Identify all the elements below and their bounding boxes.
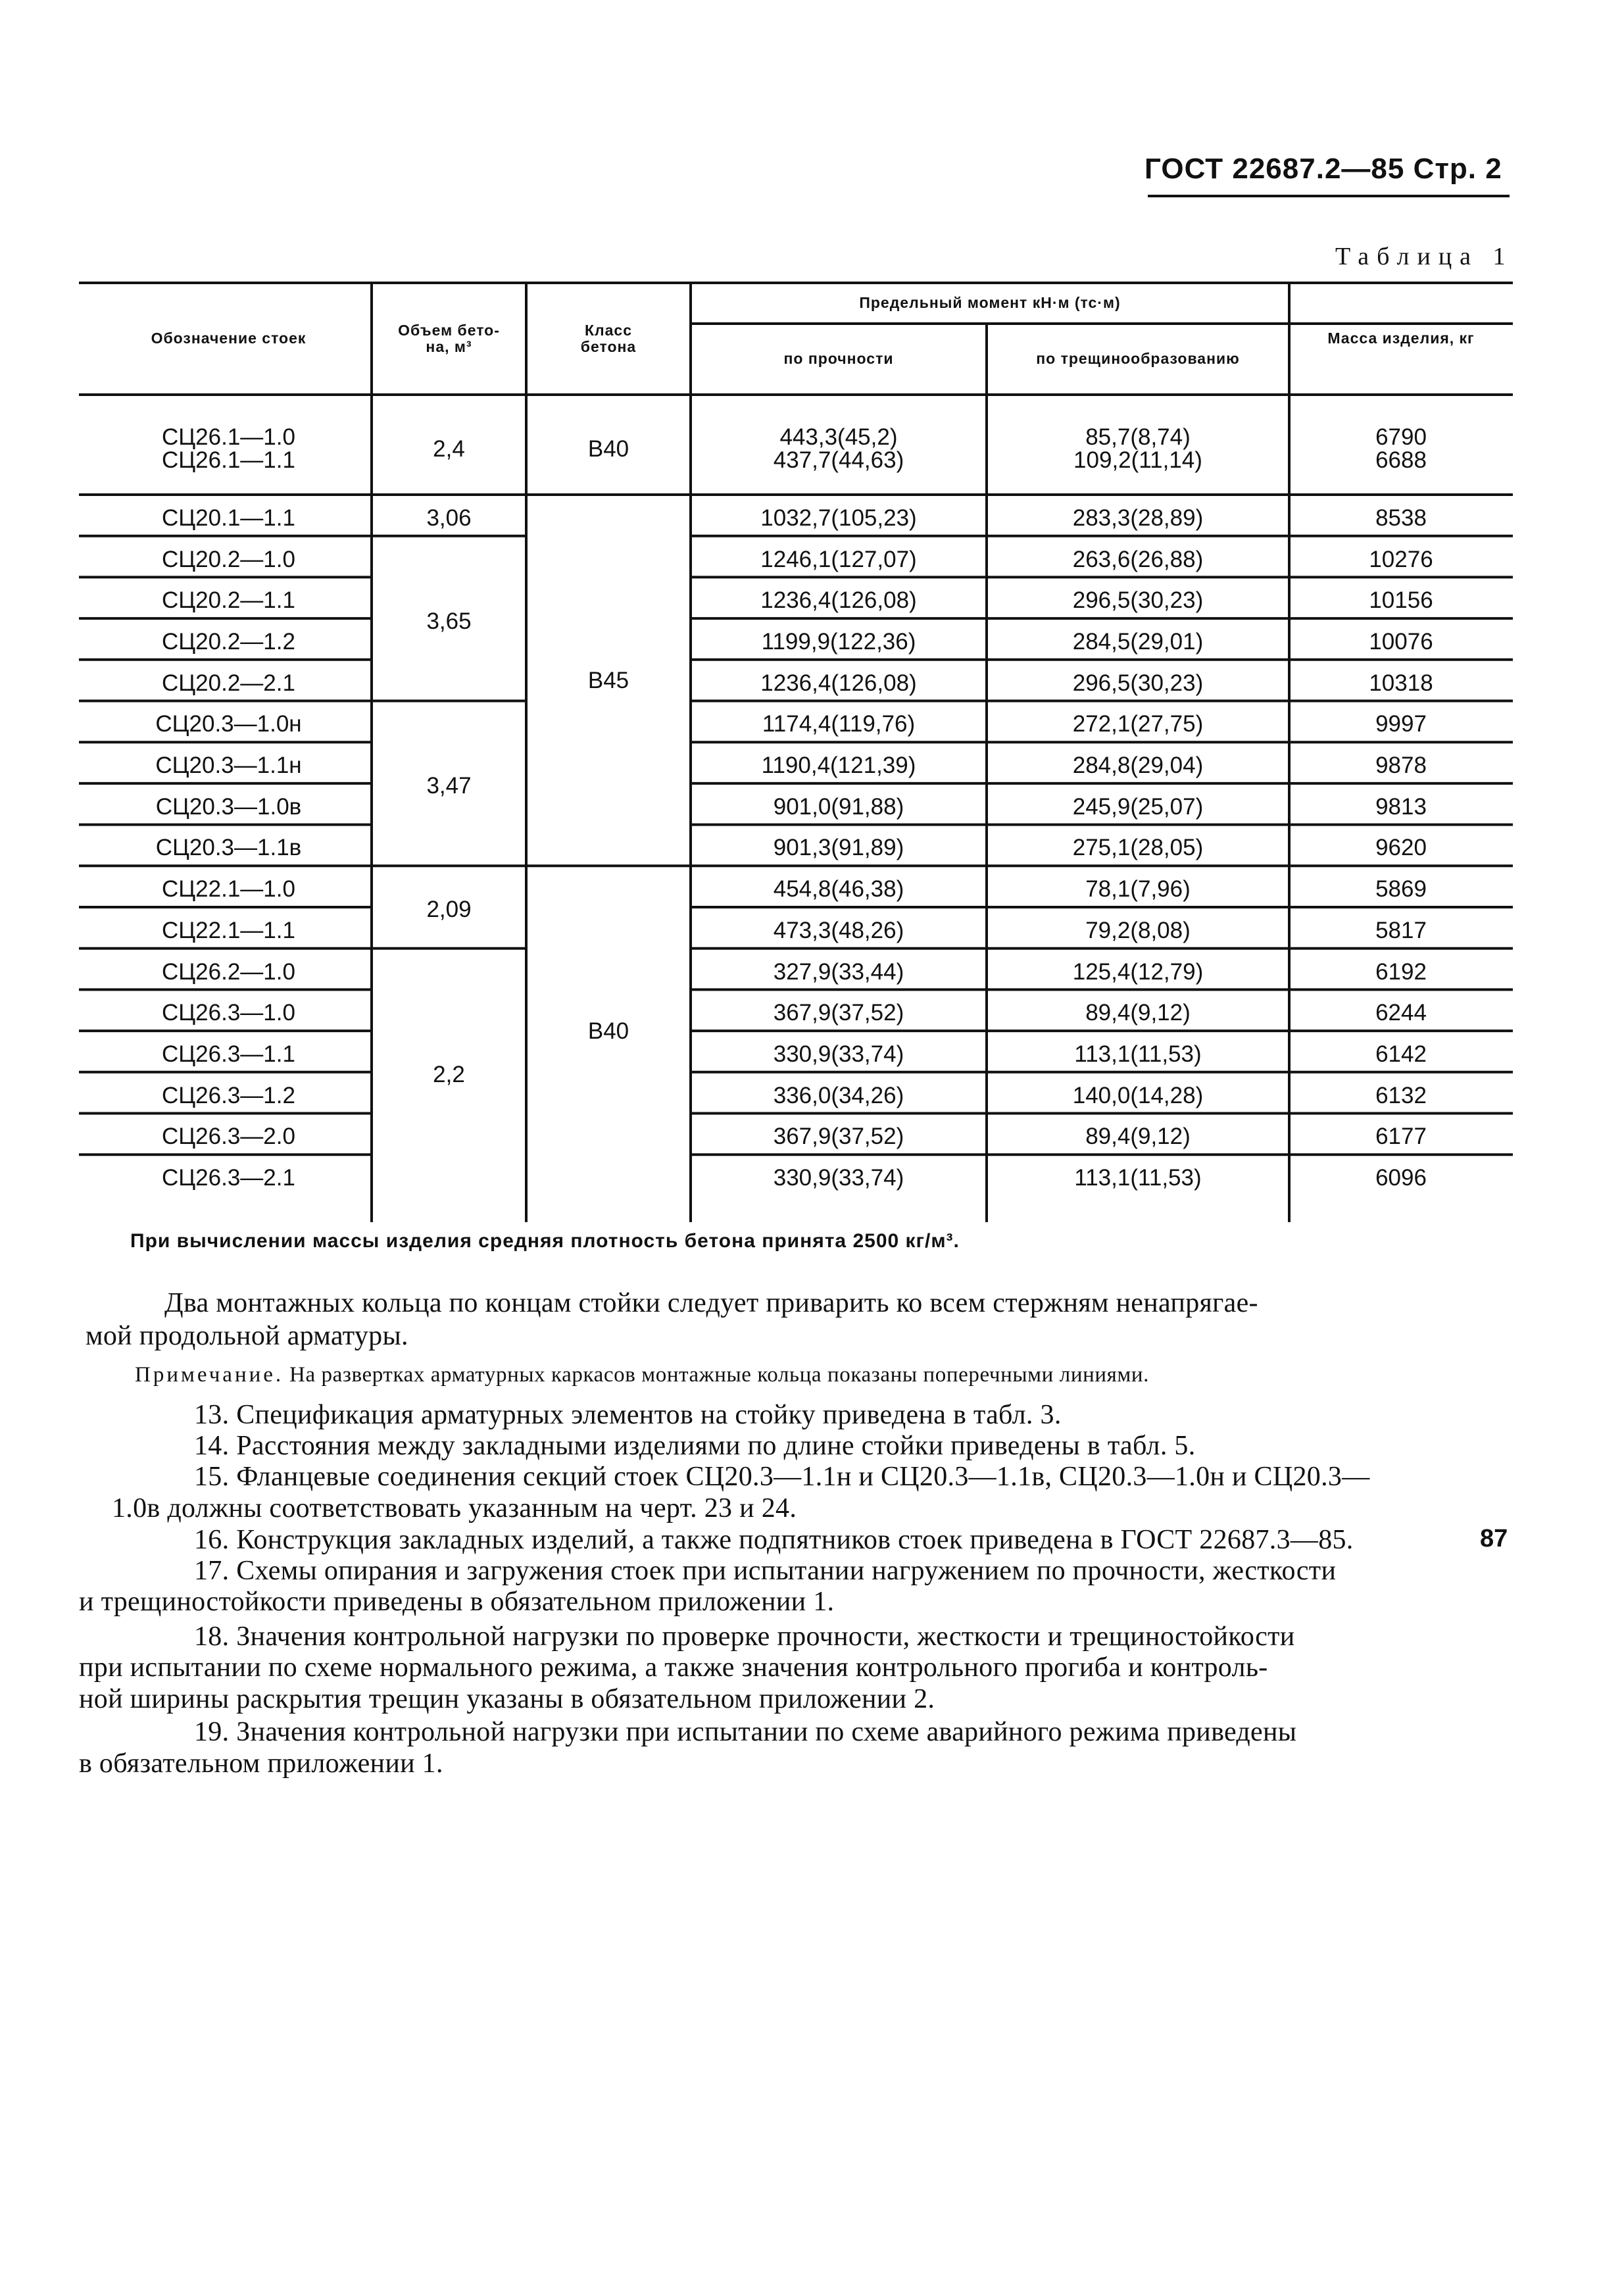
table-cell-designation: СЦ20.3—1.1н xyxy=(155,753,302,779)
table-cell-crack: 296,5(30,23) xyxy=(1072,587,1204,614)
table-cell-designation: СЦ20.2—2.1 xyxy=(162,670,295,696)
table-cell-crack: 272,1(27,75) xyxy=(1072,711,1204,737)
table-cell-strength: 367,9(37,52) xyxy=(773,1000,904,1026)
table-cell-mass: 6132 xyxy=(1375,1082,1427,1108)
table-cell-mass: 10076 xyxy=(1369,628,1433,655)
table-cell-crack: 275,1(28,05) xyxy=(1072,835,1204,861)
table-cell-strength: 1032,7(105,23) xyxy=(760,505,917,531)
table-cell-mass: 9813 xyxy=(1375,793,1427,820)
table-cell-volume: 2,4 xyxy=(433,435,465,462)
item-15: 15. Фланцевые соединения секций стоек СЦ20.3—1.1н и СЦ20.3—1.1в, СЦ20.3—1.0н и СЦ20.3— xyxy=(194,1462,1370,1492)
table-cell-designation: СЦ20.2—1.2 xyxy=(162,628,295,655)
table-cell-strength: 454,8(46,38) xyxy=(773,876,904,903)
item-18-cont2: ной ширины раскрытия трещин указаны в обязательном приложении 2. xyxy=(79,1684,935,1714)
column-header-class: Класс бетона xyxy=(580,321,637,355)
table-cell-crack: 79,2(8,08) xyxy=(1085,917,1191,943)
table-cell-designation: СЦ20.3—1.1в xyxy=(155,835,302,861)
table-cell-mass: 5869 xyxy=(1375,876,1427,903)
table-cell-strength: 1190,4(121,39) xyxy=(761,753,916,779)
table-cell-designation: СЦ20.3—1.0в xyxy=(155,793,302,820)
item-17-cont: и трещиностойкости приведены в обязательном приложении 1. xyxy=(79,1587,835,1617)
table-cell-mass: 9997 xyxy=(1375,711,1427,737)
item-19: 19. Значения контрольной нагрузки при испытании по схеме аварийного режима приведены xyxy=(194,1717,1297,1747)
table-footnote: При вычислении массы изделия средняя плотность бетона принята 2500 кг/м³. xyxy=(130,1230,960,1252)
table-cell-crack: 140,0(14,28) xyxy=(1072,1082,1204,1108)
table-cell-mass: 6192 xyxy=(1375,958,1427,985)
table-cell-strength: 1236,4(126,08) xyxy=(760,670,917,696)
table-cell-mass: 6142 xyxy=(1375,1041,1427,1067)
table-cell-mass: 10276 xyxy=(1369,546,1433,572)
table-cell-strength: 1174,4(119,76) xyxy=(762,711,916,737)
table-cell-strength: 1236,4(126,08) xyxy=(760,587,917,614)
table-cell-crack: 85,7(8,74) 109,2(11,14) xyxy=(1073,424,1202,473)
column-header-designation: Обозначение стоек xyxy=(151,330,307,347)
table-cell-mass: 5817 xyxy=(1375,917,1427,943)
table-cell-crack: 263,6(26,88) xyxy=(1072,546,1204,572)
table-cell-crack: 89,4(9,12) xyxy=(1085,1000,1191,1026)
table-cell-crack: 78,1(7,96) xyxy=(1085,876,1191,903)
column-header-volume: Объем бето- на, м³ xyxy=(398,321,500,355)
table-cell-class: В40 xyxy=(587,435,629,462)
table-cell-mass: 10318 xyxy=(1369,670,1433,696)
document-header: ГОСТ 22687.2—85 Стр. 2 xyxy=(1144,153,1502,185)
table-cell-crack: 283,3(28,89) xyxy=(1072,505,1204,531)
table-cell-designation: СЦ26.3—2.0 xyxy=(162,1124,295,1150)
table-cell-designation: СЦ26.1—1.0 СЦ26.1—1.1 xyxy=(162,424,295,473)
table-cell-crack: 113,1(11,53) xyxy=(1074,1165,1202,1191)
item-13: 13. Спецификация арматурных элементов на стойку приведена в табл. 3. xyxy=(194,1400,1062,1430)
table-cell-mass: 6177 xyxy=(1375,1124,1427,1150)
table-cell-mass: 6790 6688 xyxy=(1375,424,1427,473)
table-cell-strength: 901,3(91,89) xyxy=(773,835,904,861)
table-cell-strength: 1246,1(127,07) xyxy=(760,546,917,572)
table-cell-mass: 9620 xyxy=(1375,835,1427,861)
table-cell-strength: 443,3(45,2) 437,7(44,63) xyxy=(773,424,904,473)
table-cell-volume: 3,65 xyxy=(426,608,472,634)
table-cell-crack: 125,4(12,79) xyxy=(1072,958,1204,985)
paragraph-rings: Два монтажных кольца по концам стойки следует приварить ко всем стержням ненапрягае- xyxy=(164,1288,1258,1318)
table-cell-crack: 284,8(29,04) xyxy=(1072,753,1204,779)
table-cell-strength: 901,0(91,88) xyxy=(773,793,904,820)
column-header-strength: по прочности xyxy=(783,350,894,368)
table-cell-designation: СЦ20.1—1.1 xyxy=(162,505,295,531)
remark-label: Примечание. xyxy=(135,1363,284,1387)
table-cell-crack: 296,5(30,23) xyxy=(1072,670,1204,696)
table-cell-mass: 9878 xyxy=(1375,753,1427,779)
table-cell-strength: 367,9(37,52) xyxy=(773,1124,904,1150)
table-cell-strength: 336,0(34,26) xyxy=(773,1082,904,1108)
table-cell-crack: 245,9(25,07) xyxy=(1072,793,1204,820)
column-header-crack: по трещинообразованию xyxy=(1036,350,1240,368)
table-cell-designation: СЦ26.3—1.1 xyxy=(162,1041,295,1067)
table-cell-strength: 330,9(33,74) xyxy=(773,1165,904,1191)
table-cell-class: В45 xyxy=(587,667,629,693)
table-cell-designation: СЦ22.1—1.0 xyxy=(162,876,295,903)
table-cell-volume: 2,2 xyxy=(433,1062,465,1088)
table-cell-class: В40 xyxy=(587,1018,629,1044)
item-19-cont: в обязательном приложении 1. xyxy=(79,1748,443,1779)
table-cell-designation: СЦ20.3—1.0н xyxy=(155,711,302,737)
item-14: 14. Расстояния между закладными изделиями по длине стойки приведены в табл. 5. xyxy=(194,1431,1196,1461)
table-cell-volume: 3,47 xyxy=(426,773,472,799)
page-number: 87 xyxy=(1480,1525,1508,1552)
table-cell-strength: 330,9(33,74) xyxy=(773,1041,904,1067)
table-cell-designation: СЦ26.3—2.1 xyxy=(162,1165,295,1191)
remark-line xyxy=(135,1363,1149,1387)
table-title: Таблица 1 xyxy=(1335,243,1513,270)
remark-text: На развертках арматурных каркасов монтажные кольца показаны поперечными линиями. xyxy=(283,1363,1149,1387)
table-cell-strength: 473,3(48,26) xyxy=(773,917,904,943)
table-cell-designation: СЦ20.2—1.0 xyxy=(162,546,295,572)
table-cell-designation: СЦ26.3—1.0 xyxy=(162,1000,295,1026)
table-cell-mass: 10156 xyxy=(1369,587,1433,614)
column-header-mass: Масса изделия, кг xyxy=(1327,330,1475,347)
table-cell-strength: 327,9(33,44) xyxy=(773,958,904,985)
table-cell-designation: СЦ26.3—1.2 xyxy=(162,1082,295,1108)
item-18-cont1: при испытании по схеме нормального режима, а также значения контрольного прогиба и контроль- xyxy=(79,1652,1268,1683)
table-cell-volume: 3,06 xyxy=(426,505,472,531)
table-cell-designation: СЦ22.1—1.1 xyxy=(162,917,295,943)
table-cell-mass: 6096 xyxy=(1375,1165,1427,1191)
table-cell-volume: 2,09 xyxy=(426,897,472,923)
item-15-cont: 1.0в должны соответствовать указанным на черт. 23 и 24. xyxy=(112,1493,797,1523)
table-cell-crack: 284,5(29,01) xyxy=(1072,628,1204,655)
item-16: 16. Конструкция закладных изделий, а также подпятников стоек приведена в ГОСТ 22687.3—85. xyxy=(194,1525,1354,1555)
column-header-moment-group: Предельный момент кН·м (тс·м) xyxy=(859,294,1121,312)
table-cell-designation: СЦ20.2—1.1 xyxy=(162,587,295,614)
item-17: 17. Схемы опирания и загружения стоек при испытании нагружением по прочности, жесткости xyxy=(194,1556,1337,1586)
table-cell-strength: 1199,9(122,36) xyxy=(761,628,916,655)
item-18: 18. Значения контрольной нагрузки по проверке прочности, жесткости и трещиностойкости xyxy=(194,1622,1295,1652)
paragraph-rings-cont: мой продольной арматуры. xyxy=(86,1321,408,1351)
table-cell-crack: 113,1(11,53) xyxy=(1074,1041,1202,1067)
table-cell-mass: 6244 xyxy=(1375,1000,1427,1026)
table-cell-designation: СЦ26.2—1.0 xyxy=(162,958,295,985)
table-cell-crack: 89,4(9,12) xyxy=(1085,1124,1191,1150)
table-cell-mass: 8538 xyxy=(1375,505,1427,531)
